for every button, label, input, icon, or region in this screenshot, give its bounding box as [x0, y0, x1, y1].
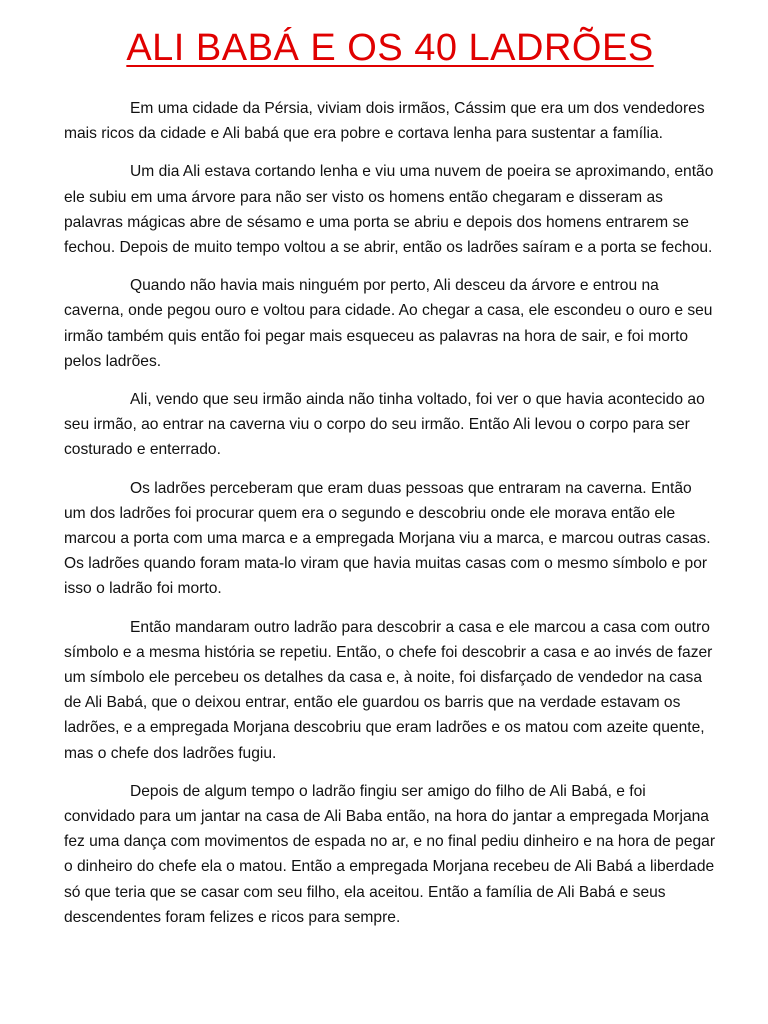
paragraph-7: Depois de algum tempo o ladrão fingiu ser amigo do filho de Ali Babá, e foi convidado para um jantar na casa de Ali Baba então, na hora do jantar a empregada Morjana fez uma dança com movimentos de espada no ar, e no final pediu dinheiro e na hora de pegar o dinheiro do chefe ela o matou. Então a empregada Morjana recebeu de Ali Babá a liberdade só que teria que se casar com seu filho, ela aceitou. Então a família de Ali Babá e seus descendentes foram felizes e ricos para sempre. [64, 782, 716, 926]
paragraph-2: Um dia Ali estava cortando lenha e viu uma nuvem de poeira se aproximando, então ele subiu em uma árvore para não ser visto os homens então chegaram e disseram as palavras mágicas abre de sésamo e uma porta se abriu e depois dos homens entrarem se fechou. Depois de muito tempo voltou a se abrir, então os ladrões saíram e a porta se fechou. [64, 163, 714, 257]
paragraph-4: Ali, vendo que seu irmão ainda não tinha voltado, foi ver o que havia acontecido ao seu irmão, ao entrar na caverna viu o corpo do seu irmão. Então Ali levou o corpo para ser costurado e enterrado. [64, 391, 705, 459]
paragraph-5: Os ladrões perceberam que eram duas pessoas que entraram na caverna. Então um dos ladrões foi procurar quem era o segundo e descobriu onde ele morava então ele marcou a porta com uma marca e a empregada Morjana viu a marca, e marcou outras casas. Os ladrões quando foram mata-lo viram que havia muitas casas com o mesmo símbolo e por isso o ladrão foi morto. [64, 479, 711, 598]
document-page [64, 24, 716, 943]
document-title: ALI BABÁ E OS 40 LADRÕES [126, 27, 654, 69]
paragraph-6: Então mandaram outro ladrão para descobrir a casa e ele marcou a casa com outro símbolo e a mesma história se repetiu. Então, o chefe foi descobrir a casa e ao invés de fazer um símbolo ele percebeu os detalhes da casa e, à noite, foi disfarçado de vendedor na casa de Ali Babá, que o deixou entrar, então ele guardou os barris que na verdade estavam os ladrões, e a empregada Morjana descobriu que eram ladrões e os matou com azeite quente, mas o chefe dos ladrões fugiu. [64, 618, 713, 762]
document-body [64, 96, 716, 930]
paragraph-1: Em uma cidade da Pérsia, viviam dois irmãos, Cássim que era um dos vendedores mais ricos da cidade e Ali babá que era pobre e cortava lenha para sustentar a família. [64, 100, 705, 143]
paragraph-3: Quando não havia mais ninguém por perto, Ali desceu da árvore e entrou na caverna, onde pegou ouro e voltou para cidade. Ao chegar a casa, ele escondeu o ouro e seu irmão também quis então foi pegar mais esqueceu as palavras na hora de sair, e foi morto pelos ladrões. [64, 277, 713, 370]
